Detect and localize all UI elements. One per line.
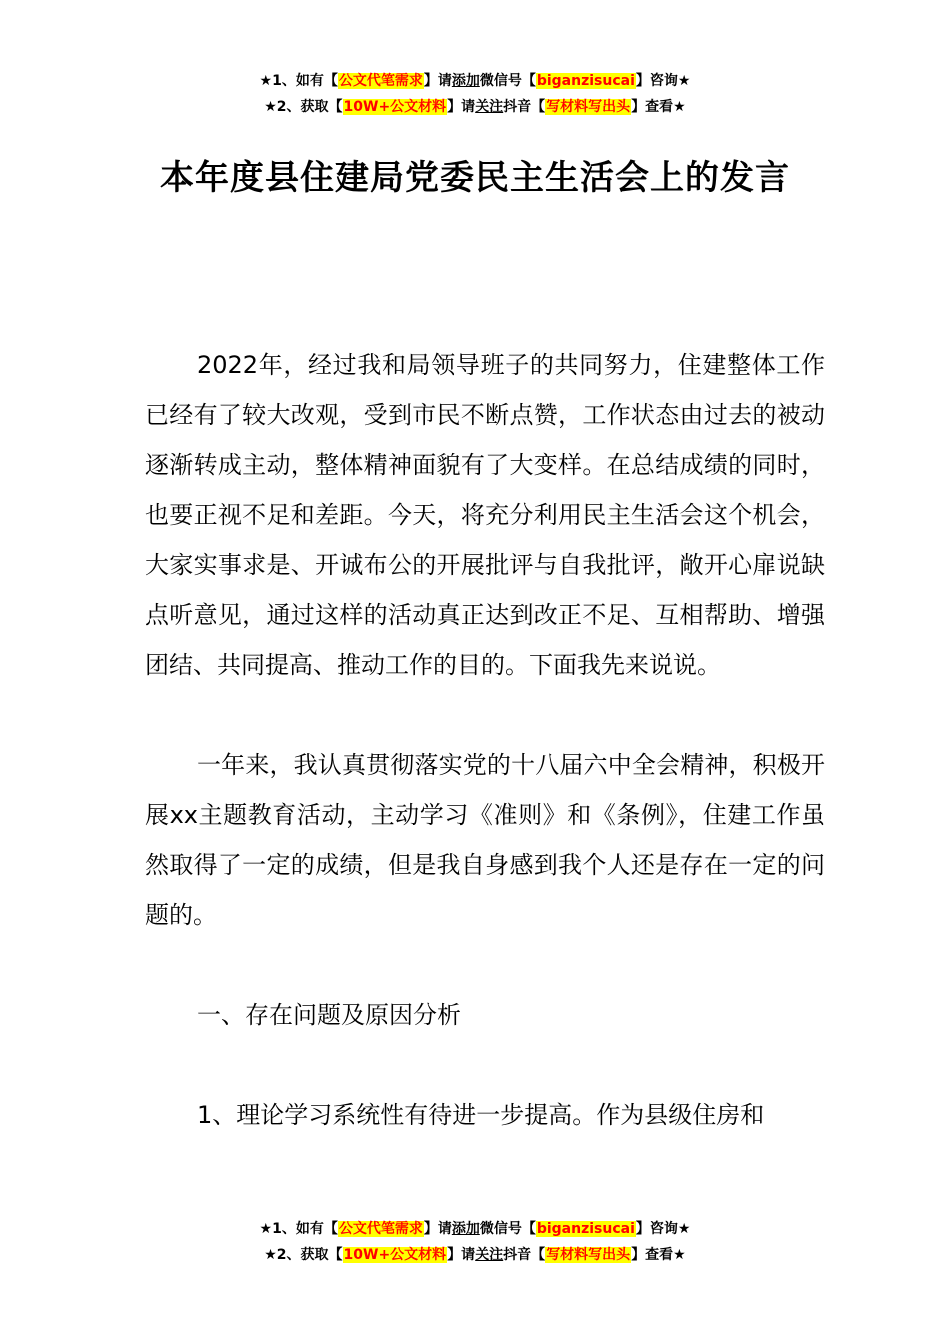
banner-text: 抖音【 [503,99,546,115]
banner-suffix: 】查看★ [631,1247,686,1263]
banner-highlight: 公文代笔需求 [338,1221,423,1237]
banner-prefix: ★2、获取【 [264,1247,343,1263]
banner-emphasis: 关注 [475,1247,504,1263]
banner-highlight: 10W+公文材料 [343,99,447,115]
banner-highlight: 写材料写出头 [546,1247,631,1263]
banner-suffix: 】查看★ [631,99,686,115]
document-title: 本年度县住建局党委民主生活会上的发言 [160,158,790,198]
document-body [145,340,825,1140]
banner-emphasis: 添加 [451,1221,480,1237]
header-banner [0,68,950,120]
banner-text: 】请 [447,1247,476,1263]
banner-highlight: 公文代笔需求 [338,73,423,89]
banner-suffix: 】咨询★ [635,73,691,89]
banner-highlight: 写材料写出头 [546,99,631,115]
banner-prefix: ★1、如有【 [259,73,338,89]
paragraph: 2022年，经过我和局领导班子的共同努力，住建整体工作已经有了较大改观，受到市民不断点赞，工作状态由过去的被动逐渐转成主动，整体精神面貌有了大变样。在总结成绩的同时，也要正视不足和差距。今天，将充分利用民主生活会这个机会，大家实事求是、开诚布公的开展批评与自我批评，敞开心扉说缺点听意见，通过这样的活动真正达到改正不足、互相帮助、增强团结、共同提高、推动工作的目的。下面我先来说说。 [145,351,825,679]
paragraph: 1、理论学习系统性有待进一步提高。作为县级住房和 [197,1101,765,1129]
banner-line-1 [0,68,950,94]
banner-line-2 [0,94,950,120]
banner-text: 】请 [447,99,476,115]
banner-emphasis: 添加 [451,73,480,89]
banner-text: 】请 [423,73,452,89]
banner-line-2 [0,1242,950,1268]
banner-prefix: ★1、如有【 [259,1221,338,1237]
banner-text: 】请 [423,1221,452,1237]
banner-text: 微信号【 [479,73,536,89]
banner-emphasis: 关注 [475,99,504,115]
banner-prefix: ★2、获取【 [264,99,343,115]
banner-highlight: biganzisucai [536,1221,635,1237]
banner-text: 抖音【 [503,1247,546,1263]
banner-highlight: 10W+公文材料 [343,1247,447,1263]
banner-highlight: biganzisucai [536,73,635,89]
banner-suffix: 】咨询★ [635,1221,691,1237]
footer-banner [0,1216,950,1268]
banner-line-1 [0,1216,950,1242]
section-heading: 一、存在问题及原因分析 [197,1001,461,1029]
paragraph: 一年来，我认真贯彻落实党的十八届六中全会精神，积极开展xx主题教育活动，主动学习《准则》和《条例》，住建工作虽然取得了一定的成绩，但是我自身感到我个人还是存在一定的问题的。 [145,751,825,929]
banner-text: 微信号【 [479,1221,536,1237]
